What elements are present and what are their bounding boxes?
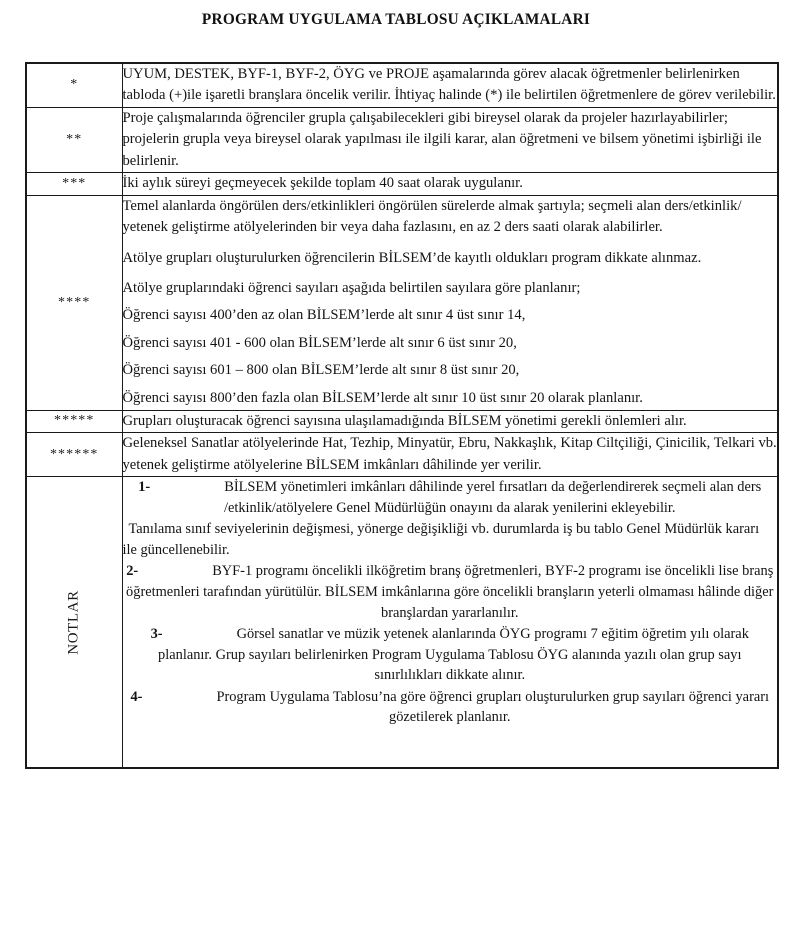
notes-content-cell xyxy=(122,476,778,768)
page-title: PROGRAM UYGULAMA TABLOSU AÇIKLAMALARI xyxy=(201,11,591,28)
paragraph: UYUM, DESTEK, BYF-1, BYF-2, ÖYG ve PROJE aşamalarında görev alacak öğretmenler belirlenirken tabloda (+)ile işaretli branşlara öncelik verilir. İhtiyaç halinde (*) ile belirtilen öğretmenlere de görev verilebilir. xyxy=(122,66,776,104)
note-number: 1- xyxy=(138,478,151,495)
notes-bottom-spacer xyxy=(123,729,778,767)
marker-cell-six-star: ****** xyxy=(26,433,122,477)
program-notes-table xyxy=(25,62,779,769)
notes-table-wrapper xyxy=(25,62,777,769)
marker-cell-five-star: ***** xyxy=(26,410,122,432)
paragraph: Temel alanlarda öngörülen ders/etkinlikleri öngörülen sürelerde almak şartıyla; seçmeli alan ders/etkinlik/ yetenek geliştirme atölyelerinden bir veya daha fazlasını, en az 2 ders saati olarak alabilirler. xyxy=(122,197,742,236)
enrollment-range-line: Öğrenci sayısı 401 - 600 olan BİLSEM’lerde alt sınır 6 üst sınır 20, xyxy=(122,334,517,351)
content-cell-two-star xyxy=(122,107,778,172)
marker-cell-one-star: * xyxy=(26,63,122,107)
paragraph: Geleneksel Sanatlar atölyelerinde Hat, Tezhip, Minyatür, Ebru, Nakkaşlık, Kitap Ciltçiliği, Çinicilik, Telkari vb. yetenek geliştirme atölyelerine BİLSEM imkânları dâhilinde yer verilir. xyxy=(122,435,777,473)
table-row xyxy=(26,173,778,195)
note-text: Tanılama sınıf seviyelerinin değişmesi, yönerge değişikliği vb. durumlarda iş bu tablo Genel Müdürlük kararı ile güncellenebilir. xyxy=(122,521,760,558)
note-item xyxy=(123,561,778,623)
enrollment-range-line: Öğrenci sayısı 800’den fazla olan BİLSEM’lerde alt sınır 10 üst sınır 20 olarak planlanır. xyxy=(122,389,643,406)
enrollment-range-line: Öğrenci sayısı 400’den az olan BİLSEM’lerde alt sınır 4 üst sınır 14, xyxy=(122,307,526,324)
note-item xyxy=(123,687,778,728)
table-row xyxy=(26,410,778,432)
table-row xyxy=(26,195,778,410)
paragraph: Grupları oluşturacak öğrenci sayısına ulaşılamadığında BİLSEM yönetimi gerekli önlemleri alır. xyxy=(122,412,687,429)
list-intro: Atölye gruplarındaki öğrenci sayıları aşağıda belirtilen sayılara göre planlanır; xyxy=(122,279,581,296)
table-row-notes xyxy=(26,476,778,768)
note-text: BYF-1 programı öncelikli ilköğretim branş öğretmenleri, BYF-2 programı ise öncelikli lise branş öğretmenleri tarafından yürütülür. BİLSEM imkânlarına göre öncelikli branşların yeterli olmaması hâlinde diğer branşlardan yararlanılır. xyxy=(126,563,774,621)
table-row xyxy=(26,107,778,172)
note-number: 3- xyxy=(150,626,163,643)
table-row xyxy=(26,63,778,107)
note-text: Program Uygulama Tablosu’na göre öğrenci grupları oluşturulurken grup sayıları öğrenci yararı gözetilerek planlanır. xyxy=(216,688,770,726)
note-text: BİLSEM yönetimleri imkânları dâhilinde yerel fırsatları da değerlendirerek seçmeli alan ders /etkinlik/atölyelere Genel Müdürlüğün onayını da alarak yenilerini ekleyebilir. xyxy=(223,478,762,516)
note-item xyxy=(123,624,778,686)
content-cell-three-star xyxy=(122,173,778,195)
notlar-vertical-label: NOTLAR xyxy=(65,590,82,655)
note-text: Görsel sanatlar ve müzik yetenek alanlarında ÖYG programı 7 eğitim öğretim yılı olarak planlanır. Grup sayıları belirlenirken Program Uygulama Tablosu ÖYG alanında yazılı olan grup sayı sınırlılıkları dikkate alınır. xyxy=(158,626,749,684)
enrollment-range-line: Öğrenci sayısı 601 – 800 olan BİLSEM’lerde alt sınır 8 üst sınır 20, xyxy=(122,362,520,379)
paragraph: Proje çalışmalarında öğrenciler grupla çalışabilecekleri gibi bireysel olarak da projeler hazırlayabilirler; projelerin grupla veya bireysel olarak yapılması ile ilgili karar, alan öğretmeni ve bilsem yönetimi işbirliği ile belirlenir. xyxy=(122,109,762,169)
notlar-label-cell xyxy=(26,476,122,768)
note-item xyxy=(123,519,778,560)
note-number: 4- xyxy=(130,688,143,705)
marker-cell-three-star: *** xyxy=(26,173,122,195)
note-number: 2- xyxy=(126,563,139,580)
note-item xyxy=(123,477,778,518)
paragraph: Atölye grupları oluşturulurken öğrencilerin BİLSEM’de kayıtlı oldukları program dikkate alınmaz. xyxy=(122,249,702,266)
content-cell-four-star xyxy=(122,195,778,410)
content-cell-six-star xyxy=(122,433,778,477)
marker-cell-four-star: **** xyxy=(26,195,122,410)
paragraph: İki aylık süreyi geçmeyecek şekilde toplam 40 saat olarak uygulanır. xyxy=(122,175,523,192)
content-cell-one-star xyxy=(122,63,778,107)
content-cell-five-star xyxy=(122,410,778,432)
marker-cell-two-star: ** xyxy=(26,107,122,172)
table-row xyxy=(26,433,778,477)
